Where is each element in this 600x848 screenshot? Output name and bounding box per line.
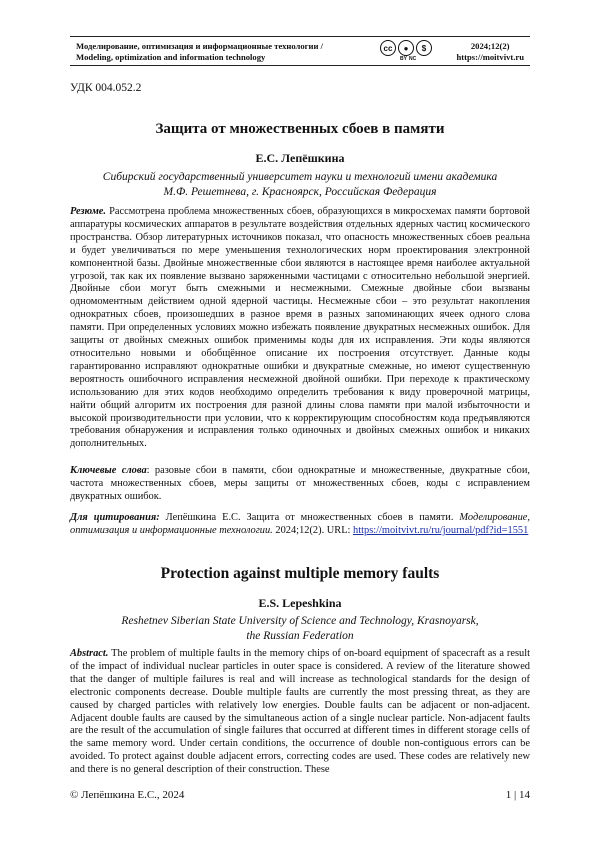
journal-title-ru: Моделирование, оптимизация и информационные технологии / bbox=[76, 41, 323, 51]
affiliation-ru-line-2: М.Ф. Решетнева, г. Красноярск, Российская Федерация bbox=[163, 186, 437, 198]
license-by-label: BY bbox=[400, 56, 407, 62]
page-number: 1 | 14 bbox=[505, 789, 530, 801]
affiliation-en-line-1: Reshetnev Siberian State University of Science and Technology, Krasnoyarsk, bbox=[121, 615, 479, 627]
author-ru: Е.С. Лепёшкина bbox=[255, 151, 345, 165]
affiliation-en-line-2: the Russian Federation bbox=[246, 630, 354, 642]
citation-journal: Моделирование, оптимизация и информационные технологии. bbox=[70, 512, 530, 536]
abstract-ru-text: Рассмотрена проблема множественных сбоев, образующихся в микросхемах памяти бортовой аппаратуры космических аппаратов в результате воздействия отдельных ядерных частиц космического пространства. Обзор литературных источников показал, что опасность множественных сбоев реальна и будет увеличиваться по мере уменьшения технологических норм проектирования электронной компонентной базы. Двойные множественные сбои являются в настоящее время наиболее актуальной угрозой, так как их появление вызвано заряженными частицами с относительно небольшой энергией. Двойные сбои могут быть смежными и несмежными. Смежные двойные сбои вызваны одномоментным действием одной ядерной частицы. Несмежные сбои – это результат накопления однократных сбоев, произошедших в разное время в разных запоминающих ячеек одного слова памяти. При определенных условиях можно избежать появление двукратных несмежных ошибок. Для защиты от двойных смежных ошибок применимы коды для их исправления. Эти коды являются относительно новыми и обобщённое описание их построения отсутствует. Данные коды гарантированно исправляют однократные ошибки и двукратные смежные, но имеют существенную вероятность ошибочного исправления несмежной двойной ошибки. При переходе к практическому использованию для этих кодов необходимо определить требования к виду проверочной матрицы, найти общий алгоритм их построения для разной длины слова памяти при малой избыточности и высокой производительности при условии, что к корректирующим способностям кода предъявляются требования обнаружения и исправления только одиночных и двойных смежных ошибок и никаких дополнительных. bbox=[70, 206, 530, 450]
affiliation-ru bbox=[70, 170, 530, 200]
keywords-ru-text: : разовые сбои в памяти, сбои однократные и множественные, двукратные сбои, частота множественных сбоев, меры защиты от множественных сбоев, коды с исправлением двукратных ошибок. bbox=[70, 465, 530, 502]
udk-code: УДК 004.052.2 bbox=[70, 82, 142, 94]
author-en: E.S. Lepeshkina bbox=[258, 596, 342, 610]
article-title-ru: Защита от множественных сбоев в памяти bbox=[155, 121, 445, 137]
nc-icon: $ bbox=[416, 40, 432, 56]
copyright: © Лепёшкина Е.С., 2024 bbox=[70, 789, 185, 801]
journal-title bbox=[76, 41, 323, 63]
journal-header bbox=[70, 36, 530, 66]
abstract-ru-label: Резюме. bbox=[70, 206, 107, 217]
by-icon: ● bbox=[398, 40, 414, 56]
abstract-en-text: The problem of multiple faults in the memory chips of on-board equipment of spacecraft as a result of the impact of individual nuclear particles in outer space is considered. A review of the literature showed that the danger of multiple failures is real and will increase as technological standards for the design of electronic components decrease. Double multiple faults are currently the most pressing threat, as they are caused by charged particles with relatively low energies. Double faults can be adjacent or non-adjacent. Adjacent double faults are caused by the simultaneous action of a single nuclear particle. Non-adjacent faults are the result of the accumulation of single failures that occurred at different times in different storage cells of the same memory word. Under certain conditions, the occurrence of double non-contiguous errors can be avoided. To protect against double adjacent errors, correcting codes are used. These codes are relatively new and there is no general description of their construction. These bbox=[70, 648, 530, 776]
license-nc-label: NC bbox=[408, 56, 417, 62]
citation-link[interactable]: https://moitvivt.ru/ru/journal/pdf?id=1551 bbox=[353, 524, 529, 536]
citation-tail: 2024;12(2). URL: bbox=[272, 524, 354, 536]
abstract-ru bbox=[70, 206, 530, 451]
affiliation-ru-line-1: Сибирский государственный университет науки и технологий имени академика bbox=[102, 171, 498, 183]
affiliation-en bbox=[70, 614, 530, 644]
journal-url[interactable]: https://moitvivt.ru bbox=[456, 52, 524, 62]
issue-number: 2024;12(2) bbox=[470, 41, 510, 51]
citation-label: Для цитирования: bbox=[70, 512, 160, 523]
abstract-en bbox=[70, 648, 530, 777]
journal-title-en: Modeling, optimization and information technology bbox=[76, 52, 266, 62]
keywords-ru bbox=[70, 465, 530, 504]
cc-license-badge[interactable] bbox=[380, 40, 432, 62]
article-title-en: Protection against multiple memory faults bbox=[160, 565, 440, 582]
citation bbox=[70, 512, 530, 538]
issue-meta bbox=[456, 41, 524, 63]
cc-icon: cc bbox=[380, 40, 396, 56]
citation-text: Лепёшкина Е.С. Защита от множественных сбоев в памяти. bbox=[159, 512, 460, 523]
keywords-ru-label: Ключевые слова bbox=[70, 465, 147, 476]
abstract-en-label: Abstract. bbox=[70, 648, 109, 659]
